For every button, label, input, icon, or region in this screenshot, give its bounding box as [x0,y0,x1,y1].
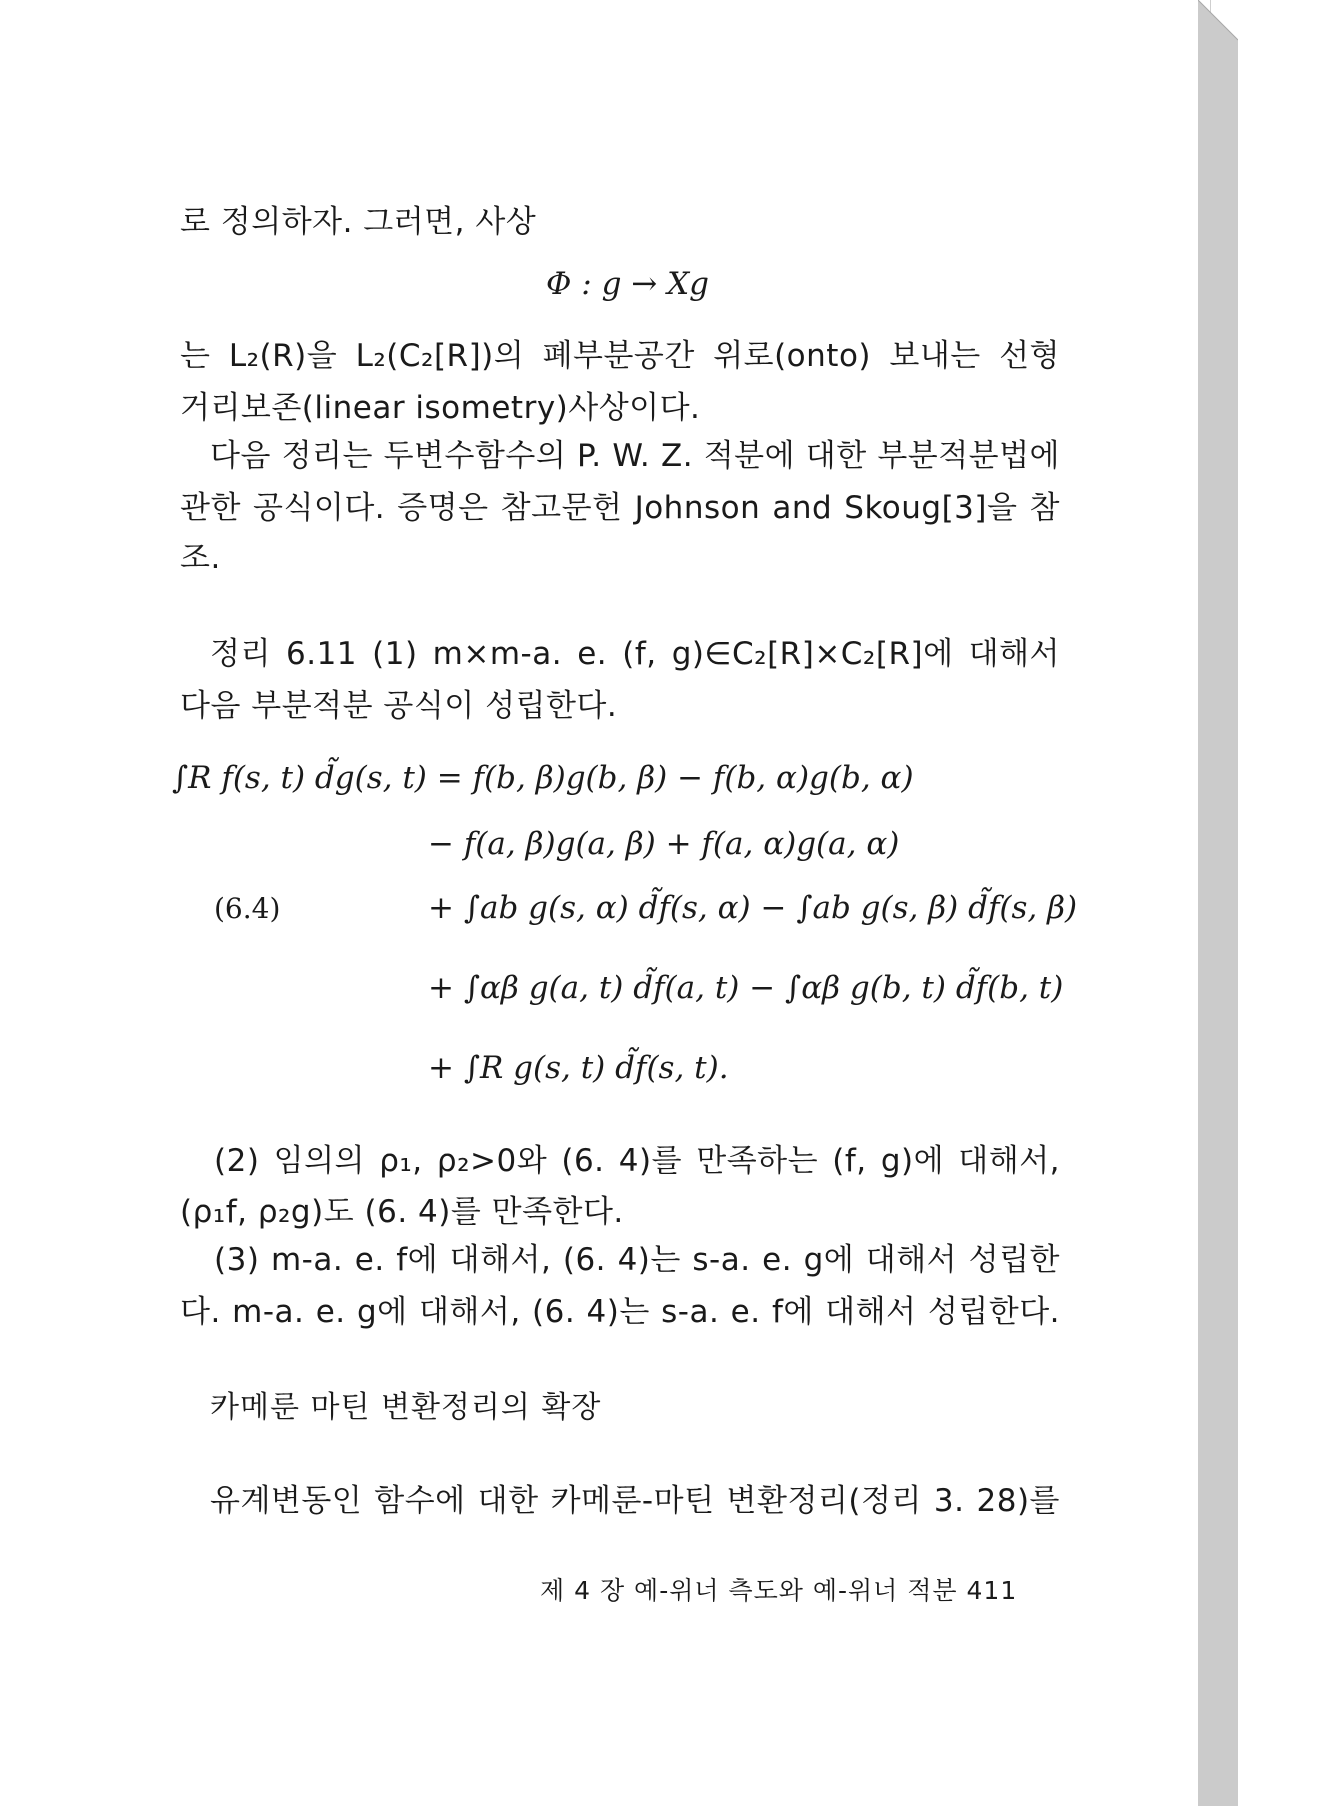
book-spine-edge [1198,0,1238,1806]
equation-line4: + ∫αβ g(a, t) d̃f(a, t) − ∫αβ g(b, t) d̃f(b, t) [428,970,1064,1006]
equation-line1: ∫R f(s, t) d̃g(s, t) = f(b, β)g(b, β) − f(b, α)g(b, α) [172,760,914,796]
equation-line5: + ∫R g(s, t) d̃f(s, t). [428,1050,729,1086]
part3-line1: (3) m-a. e. f에 대해서, (6. 4)는 s-a. e. g에 대해서 성립한 [214,1242,1060,1278]
para1-line2: 거리보존(linear isometry)사상이다. [180,390,701,426]
part3-line2: 다. m-a. e. g에 대해서, (6. 4)는 s-a. e. f에 대해서 성립한다. [180,1294,1060,1330]
para2-line1: 다음 정리는 두변수함수의 P. W. Z. 적분에 대한 부분적분법에 [210,438,1060,474]
para2-line2: 관한 공식이다. 증명은 참고문헌 Johnson and Skoug[3]을 참 [180,490,1060,526]
text-line-define: 로 정의하자. 그러면, 사상 [180,204,537,240]
theorem-line1: 정리 6.11 (1) m×m-a. e. (f, g)∈C₂[R]×C₂[R]에 대해서 [210,636,1060,672]
map-formula: Φ : g → Xg [546,266,710,302]
page-footer: 제 4 장 예-위너 측도와 예-위너 적분 411 [540,1576,1018,1605]
equation-line2: − f(a, β)g(a, β) + f(a, α)g(a, α) [428,826,900,862]
theorem-line2: 다음 부분적분 공식이 성립한다. [180,688,618,724]
equation-line3: + ∫ab g(s, α) d̃f(s, α) − ∫ab g(s, β) d̃f(s, β) [428,890,1078,926]
para2-line3: 조. [180,540,221,576]
para1-line1: 는 L₂(R)을 L₂(C₂[R])의 폐부분공간 위로(onto) 보내는 선형 [180,338,1060,374]
part2-line2: (ρ₁f, ρ₂g)도 (6. 4)를 만족한다. [180,1194,624,1230]
equation-label: (6.4) [214,892,281,925]
last-line: 유계변동인 함수에 대한 카메룬-마틴 변환정리(정리 3. 28)를 [210,1483,1060,1519]
section-heading: 카메룬 마틴 변환정리의 확장 [210,1390,602,1425]
part2-line1: (2) 임의의 ρ₁, ρ₂>0와 (6. 4)를 만족하는 (f, g)에 대해서, [214,1143,1060,1179]
